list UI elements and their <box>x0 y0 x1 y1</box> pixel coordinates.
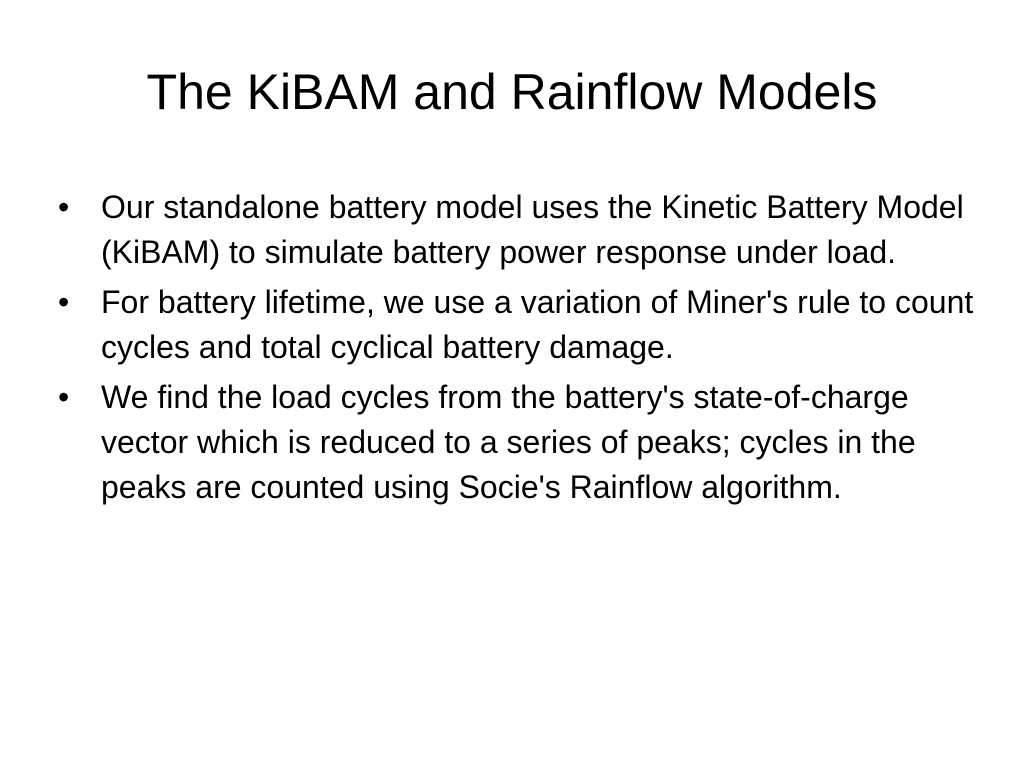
bullet-text: We find the load cycles from the battery's state-of-charge vector which is reduced to a series of peaks; cycles in the peaks are counted using Socie's Rainflow algorithm. <box>101 379 916 505</box>
bullet-text: For battery lifetime, we use a variation of Miner's rule to count cycles and total cyclical battery damage. <box>101 284 974 365</box>
bullet-icon: • <box>58 284 70 320</box>
slide-title: The KiBAM and Rainflow Models <box>146 64 878 120</box>
bullet-item-lifetime <box>56 280 976 370</box>
bullet-item-kibam <box>56 185 976 275</box>
bullet-icon: • <box>58 189 70 225</box>
bullet-list <box>56 185 976 515</box>
bullet-item-rainflow <box>56 375 976 510</box>
bullet-text: Our standalone battery model uses the Kinetic Battery Model (KiBAM) to simulate battery power response under load. <box>101 189 964 270</box>
bullet-icon: • <box>58 379 70 415</box>
